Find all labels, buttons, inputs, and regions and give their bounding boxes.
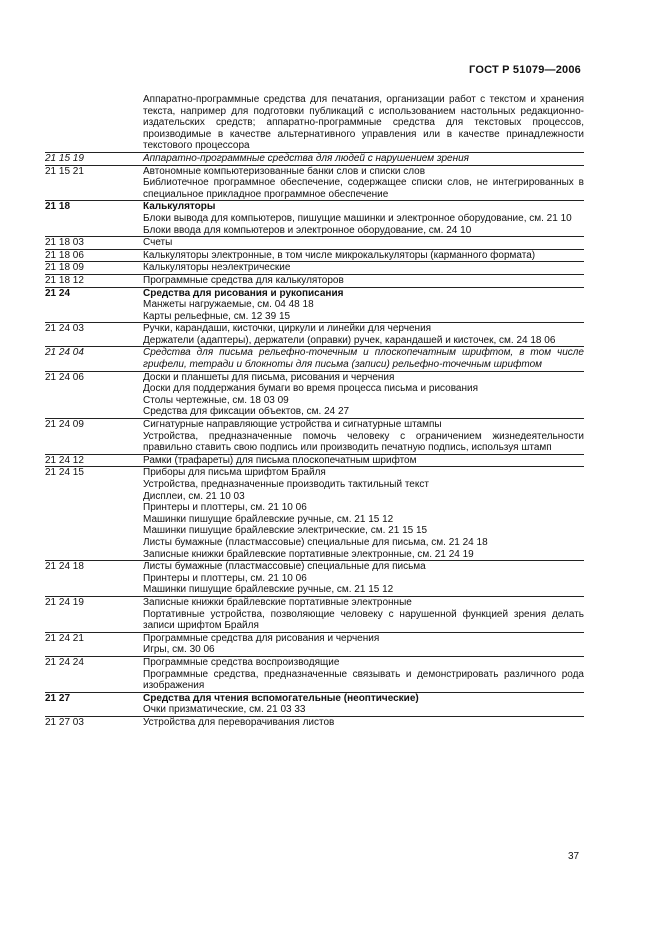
entry-text: Калькуляторы [143,201,216,213]
entry-row [45,656,584,669]
entry-code: 21 24 12 [45,454,84,466]
entry-row [45,287,584,300]
entry-code [45,491,143,503]
entry-text: Аппаратно-программные средства для печатания, организации работ с текстом и хранения текста, например для подготовки публикаций с использованием настольных редакционно-издательских средств; аппаратно-программные средства для текстовых процессов, производимые в качестве альтернативного управления или в качестве принадлежности текстового процессора [143,94,584,152]
entry-row [45,632,584,645]
entry-row [45,549,584,561]
entry-text: Автономные компьютеризованные банки слов и списки слов [143,165,426,177]
entry-row [45,261,584,274]
entry-text: Аппаратно-программные средства для людей с нарушением зрения [143,152,470,164]
entry-row [45,274,584,287]
entry-code [45,406,143,418]
entry-text: Средства для письма рельефно-точечным и плоскопечатным шрифтом, в том числе грифели, тетради и блокноты для письма (записи) рельефно-точечным шрифтом [143,347,584,371]
entry-code [45,383,143,395]
entry-code [45,549,143,561]
entry-text: Программные средства для калькуляторов [143,274,344,286]
entry-code: 21 18 09 [45,262,84,274]
entry-row [45,502,584,514]
entry-text: Калькуляторы электронные, в том числе микрокалькуляторы (карманного формата) [143,249,536,261]
entry-text: Машинки пишущие брайлевские электрические, см. 21 15 15 [143,525,428,537]
entry-row [45,383,584,395]
entry-row [45,716,584,729]
entry-text: Ручки, карандаши, кисточки, циркули и линейки для черчения [143,323,432,335]
entry-row [45,704,584,716]
entry-code: 21 24 [45,287,71,299]
entry-code: 21 24 09 [45,419,84,431]
entry-text: Устройства, предназначенные производить тактильный текст [143,479,429,490]
entry-row [45,322,584,335]
entry-row [45,479,584,491]
entry-row [45,560,584,573]
entry-code: 21 24 21 [45,632,84,644]
classification-list [45,94,584,728]
entry-row [45,346,584,370]
entry-code: 21 24 03 [45,323,84,335]
entry-code: 21 27 [45,692,71,704]
entry-row [45,418,584,431]
entry-text: Счеты [143,237,173,249]
entry-row [45,299,584,311]
entry-text: Сигнатурные направляющие устройства и сигнатурные штампы [143,419,442,431]
entry-row [45,454,584,467]
entry-row [45,335,584,347]
entry-text: Принтеры и плоттеры, см. 21 10 06 [143,572,307,584]
entry-text: Машинки пишущие брайлевские ручные, см. 21 15 12 [143,513,394,525]
entry-row [45,200,584,213]
entry-code: 21 18 06 [45,249,84,261]
entry-text: Рамки (трафареты) для письма плоскопечатным шрифтом [143,454,417,466]
entry-text: Машинки пишущие брайлевские ручные, см. 21 15 12 [143,584,394,596]
entry-code [45,335,143,347]
entry-row [45,177,584,200]
entry-code [45,311,143,323]
page-number: 37 [568,851,580,862]
entry-row [45,596,584,609]
entry-code [45,94,143,152]
entry-text: Средства для фиксации объектов, см. 24 27 [143,406,350,418]
entry-code [45,669,143,692]
entry-row [45,165,584,178]
entry-code: 21 24 24 [45,656,84,668]
entry-code [45,584,143,596]
entry-text: Устройства, предназначенные помочь человеку с ограничением жизнедеятельности правильно ставить свою подпись или производить печатную подпись, используя штамп [143,430,584,454]
entry-text: Записные книжки брайлевские портативные электронные, см. 21 24 19 [143,548,474,560]
entry-code [45,299,143,311]
entry-row [45,213,584,225]
entry-row [45,249,584,262]
entry-code: 21 24 04 [45,347,84,359]
entry-row [45,669,584,692]
entry-row [45,94,584,152]
entry-row [45,225,584,237]
entry-text: Приборы для письма шрифтом Брайля [143,467,326,479]
entry-code [45,514,143,526]
entry-text: Столы чертежные, см. 18 03 09 [143,394,289,406]
entry-code: 21 27 03 [45,716,84,728]
entry-row [45,514,584,526]
entry-code [45,225,143,237]
entry-text: Листы бумажные (пластмассовые) специальные для письма, см. 21 24 18 [143,536,488,548]
entry-text: Программные средства воспроизводящие [143,656,340,668]
entry-text: Библиотечное программное обеспечение, содержащее списки слов, не интегрированных в специальное прикладное программное обеспечение [143,177,584,200]
entry-row [45,584,584,596]
entry-text: Блоки вывода для компьютеров, пишущие машинки и электронное оборудование, см. 21 10 [143,212,572,224]
entry-code: 21 15 21 [45,165,84,177]
entry-text: Средства для чтения вспомогательные (неоптические) [143,692,419,704]
entry-text: Очки призматические, см. 21 03 33 [143,704,306,716]
entry-text: Доски для поддержания бумаги во время процесса письма и рисования [143,383,478,395]
entry-text: Записные книжки брайлевские портативные электронные [143,596,412,608]
entry-code [45,177,143,200]
entry-text: Листы бумажные (пластмассовые) специальные для письма [143,561,426,573]
entry-text: Средства для рисования и рукописания [143,287,344,299]
entry-row [45,236,584,249]
entry-code [45,213,143,225]
entry-text: Манжеты нагружаемые, см. 04 48 18 [143,299,314,311]
entry-code [45,609,143,632]
entry-code [45,573,143,585]
entry-row [45,537,584,549]
entry-code [45,431,143,454]
entry-text: Калькуляторы неэлектрические [143,262,291,274]
entry-code: 21 15 19 [45,152,84,164]
entry-row [45,573,584,585]
entry-code: 21 24 18 [45,561,84,573]
entry-text: Устройства для переворачивания листов [143,716,335,728]
entry-code [45,395,143,407]
entry-code [45,525,143,537]
entry-code: 21 18 [45,201,71,213]
entry-code [45,479,143,491]
entry-code: 21 24 06 [45,371,84,383]
document-standard-number: ГОСТ Р 51079—2006 [469,64,581,76]
entry-row [45,525,584,537]
entry-text: Карты рельефные, см. 12 39 15 [143,310,291,322]
entry-text: Держатели (адаптеры), держатели (оправки) ручек, карандашей и кисточек, см. 24 18 06 [143,334,556,346]
entry-row [45,152,584,165]
entry-row [45,692,584,705]
entry-text: Программные средства для рисования и черчения [143,632,380,644]
entry-text: Принтеры и плоттеры, см. 21 10 06 [143,502,307,514]
entry-text: Блоки ввода для компьютеров и электронное оборудование, см. 24 10 [143,224,472,236]
entry-row [45,644,584,656]
entry-code [45,537,143,549]
entry-code [45,644,143,656]
entry-row [45,395,584,407]
entry-text: Дисплеи, см. 21 10 03 [143,490,245,502]
entry-row [45,371,584,384]
entry-code [45,704,143,716]
entry-text: Портативные устройства, позволяющие человеку с нарушенной функцией зрения делать записи шрифтом Брайля [143,608,584,632]
entry-text: Доски и планшеты для письма, рисования и черчения [143,371,395,383]
entry-row [45,609,584,632]
entry-text: Игры, см. 30 06 [143,644,215,656]
entry-row [45,311,584,323]
entry-row [45,406,584,418]
entry-row [45,491,584,503]
entry-code: 21 24 19 [45,596,84,608]
entry-code [45,502,143,514]
entry-row [45,466,584,479]
entry-code: 21 24 15 [45,467,84,479]
entry-text: Программные средства, предназначенные связывать и демонстрировать различного рода изображения [143,668,584,692]
entry-code: 21 18 12 [45,274,84,286]
entry-row [45,431,584,454]
entry-code: 21 18 03 [45,237,84,249]
